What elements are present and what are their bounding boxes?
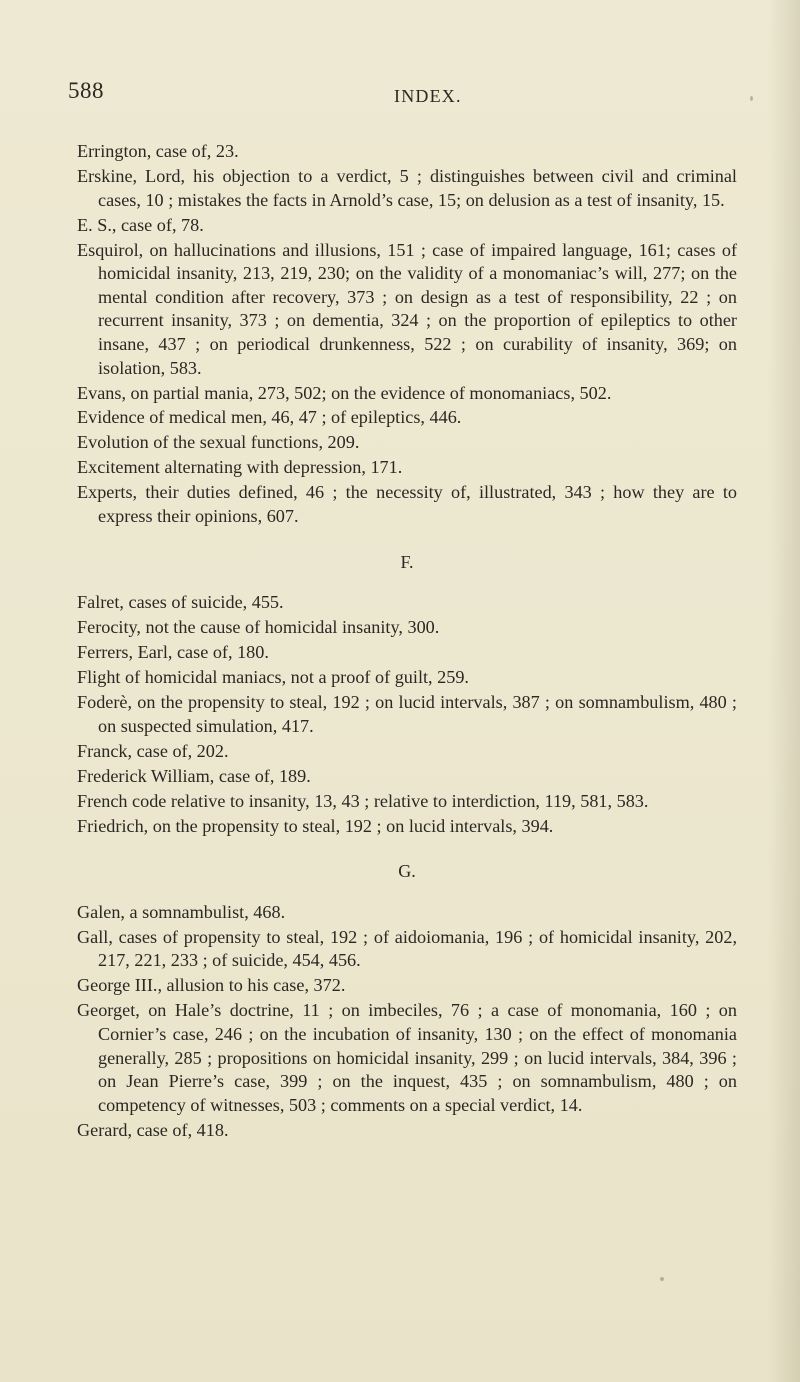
index-entry: Galen, a somnambulist, 468. [77,901,286,922]
index-section-g [77,860,737,1142]
index-entry: Falret, cases of suicide, 455. [77,592,284,613]
index-content [77,140,737,1144]
index-entry: Evans, on partial mania, 273, 502; on the evidence of monomaniacs, 502. [77,382,612,403]
section-letter: G. [398,861,416,882]
ink-speck [660,1277,664,1281]
index-entry: Excitement alternating with depression, 171. [77,457,403,478]
index-entry: Errington, case of, 23. [77,141,239,161]
index-entry: Evidence of medical men, 46, 47 ; of epileptics, 446. [77,407,462,428]
running-head: INDEX. [394,86,462,106]
index-entry: Experts, their duties defined, 46 ; the necessity of, illustrated, 343 ; how they are to express their opinions, 607. [77,482,737,527]
index-entry: Gerard, case of, 418. [77,1119,229,1140]
index-entry: Gall, cases of propensity to steal, 192 ; of aidoiomania, 196 ; of homicidal insanity, 202, 217, 221, 233 ; of suicide, 454, 456. [77,926,737,971]
index-entry: Ferrers, Earl, case of, 180. [77,642,269,663]
index-section-f [77,551,737,839]
page-number: 588 [68,78,104,103]
index-entry: Frederick William, case of, 189. [77,765,311,786]
index-entry: French code relative to insanity, 13, 43 ; relative to interdiction, 119, 581, 583. [77,790,649,811]
section-letter: F. [400,551,414,572]
index-entry: George III., allusion to his case, 372. [77,975,346,996]
index-entry: Flight of homicidal maniacs, not a proof of guilt, 259. [77,667,469,688]
index-entry: Ferocity, not the cause of homicidal insanity, 300. [77,617,440,638]
index-entry: Franck, case of, 202. [77,740,229,761]
ink-speck [750,96,753,101]
index-entry: Georget, on Hale’s doctrine, 11 ; on imbeciles, 76 ; a case of monomania, 160 ; on Cornier’s case, 246 ; on the incubation of insanity, 130 ; on the effect of monomania generally, 285 ; propositions on homicidal insanity, 299 ; on lucid intervals, 384, 396 ; on Jean Pierre’s case, 399 ; on the inquest, 435 ; on somnambulism, 480 ; on competency of witnesses, 503 ; comments on a special verdict, 14. [77,1000,737,1115]
index-entry: Erskine, Lord, his objection to a verdict, 5 ; distinguishes between civil and criminal cases, 10 ; mistakes the facts in Arnold’s case, 15; on delusion as a test of insanity, 15. [77,165,737,210]
index-entry: Esquirol, on hallucinations and illusions, 151 ; case of impaired language, 161; cases of homicidal insanity, 213, 219, 230; on the validity of a monomaniac’s will, 277; on the mental condition after recovery, 373 ; on design as a test of responsibility, 22 ; on recurrent insanity, 373 ; on dementia, 324 ; on the proportion of epileptics to other insane, 437 ; on periodical drunkenness, 522 ; on curability of insanity, 369; on isolation, 583. [77,239,737,378]
index-section-e [77,140,737,529]
index-entry: Evolution of the sexual functions, 209. [77,432,360,453]
index-entry: Foderè, on the propensity to steal, 192 ; on lucid intervals, 387 ; on somnambulism, 480 ; on suspected simulation, 417. [77,692,737,736]
index-entry: E. S., case of, 78. [77,214,204,235]
index-entry: Friedrich, on the propensity to steal, 192 ; on lucid intervals, 394. [77,815,554,836]
